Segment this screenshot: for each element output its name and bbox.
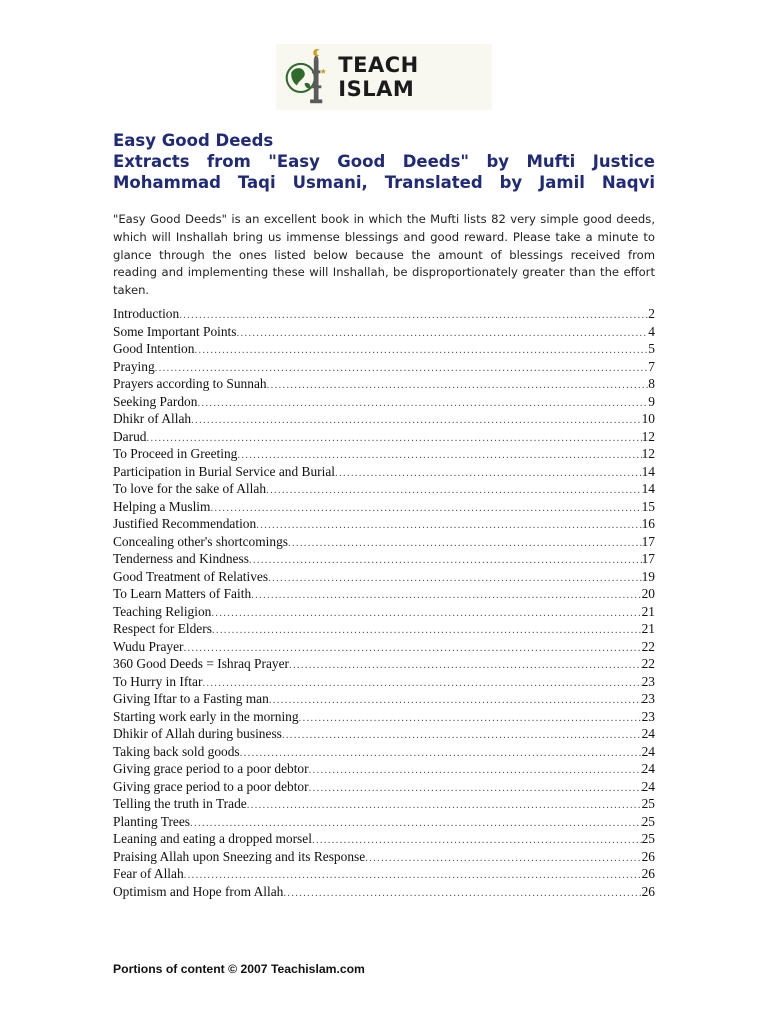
toc-entry-title: Respect for Elders	[113, 621, 212, 636]
toc-entry-title: Starting work early in the morning	[113, 708, 299, 724]
logo-wordmark: TEACH ISLAM	[338, 53, 419, 101]
toc-entry[interactable]	[113, 375, 655, 393]
dot-leader	[312, 832, 642, 848]
dot-leader	[146, 430, 641, 446]
dot-leader	[183, 640, 641, 656]
dot-leader	[237, 447, 641, 463]
dot-leader	[267, 377, 649, 393]
dot-leader	[283, 885, 641, 901]
toc-entry-title: Praying	[113, 358, 155, 374]
toc-entry-page-number: 2	[648, 306, 655, 321]
toc-entry-title: Praising Allah upon Sneezing and its Response	[113, 848, 366, 864]
toc-entry[interactable]	[113, 515, 655, 533]
intro-paragraph: "Easy Good Deeds" is an excellent book in which the Mufti lists 82 very simple good deeds, which will Inshallah bring us immense blessings and good reward. Please take a minute to glance through the ones listed below because the amount of blessings received from reading and implementing these will Inshallah, be disproportionately greater than the effort taken.	[113, 212, 655, 298]
dot-leader	[155, 360, 649, 376]
toc-entry-title: Wudu Prayer	[113, 638, 184, 654]
toc-entry-page-number: 5	[648, 341, 655, 356]
toc-entry[interactable]	[113, 340, 655, 358]
toc-entry-page-number: 26	[641, 848, 655, 864]
dot-leader	[240, 745, 642, 761]
toc-entry-title: Prayers according to Sunnah	[113, 376, 267, 391]
toc-entry-title: Taking back sold goods	[113, 743, 240, 759]
toc-entry[interactable]	[113, 655, 655, 673]
toc-entry[interactable]	[113, 358, 655, 376]
dot-leader	[179, 307, 648, 323]
toc-entry[interactable]	[113, 795, 655, 813]
toc-entry-title: To Proceed in Greeting	[113, 446, 238, 461]
toc-entry-page-number: 25	[641, 813, 655, 829]
toc-entry-page-number: 4	[648, 323, 655, 339]
toc-entry-page-number: 23	[641, 673, 655, 689]
toc-entry[interactable]	[113, 603, 655, 621]
toc-entry[interactable]	[113, 778, 655, 796]
toc-entry[interactable]	[113, 865, 655, 883]
toc-entry[interactable]	[113, 480, 655, 498]
toc-entry-title: Teaching Religion	[113, 603, 212, 619]
dot-leader	[268, 570, 642, 586]
toc-entry-title: To Learn Matters of Faith	[113, 586, 252, 601]
toc-entry[interactable]	[113, 550, 655, 568]
toc-entry-page-number: 16	[641, 516, 655, 531]
toc-entry[interactable]	[113, 498, 655, 516]
toc-entry-title: Leaning and eating a dropped morsel	[113, 831, 312, 846]
toc-entry-title: Giving grace period to a poor debtor	[113, 778, 309, 794]
toc-entry-title: Good Intention	[113, 341, 195, 356]
toc-entry[interactable]	[113, 708, 655, 726]
toc-entry[interactable]	[113, 463, 655, 481]
title-line-2: Extracts from "Easy Good Deeds" by Mufti Justice	[113, 152, 655, 171]
dot-leader	[289, 657, 642, 673]
toc-entry-title: Good Treatment of Relatives	[113, 568, 269, 584]
dot-leader	[184, 867, 642, 883]
toc-entry-page-number: 26	[641, 866, 655, 881]
toc-entry[interactable]	[113, 393, 655, 411]
toc-entry-page-number: 23	[641, 708, 655, 724]
title-line-1: Easy Good Deeds	[113, 131, 274, 150]
toc-entry-page-number: 7	[648, 358, 655, 374]
dot-leader	[210, 500, 641, 516]
title-line-3: Mohammad Taqi Usmani, Translated by Jamil Naqvi	[113, 173, 655, 192]
dot-leader	[202, 675, 641, 691]
toc-entry[interactable]	[113, 410, 655, 428]
toc-entry-page-number: 20	[641, 586, 655, 601]
toc-entry-title: Tenderness and Kindness	[113, 551, 249, 566]
toc-entry-title: Participation in Burial Service and Burial	[113, 463, 336, 479]
toc-entry-title: Optimism and Hope from Allah	[113, 883, 284, 899]
toc-entry-page-number: 12	[641, 446, 655, 461]
teach-islam-logo	[276, 44, 492, 110]
toc-entry-title: Some Important Points	[113, 323, 237, 339]
toc-entry-page-number: 17	[641, 551, 655, 566]
toc-entry[interactable]	[113, 725, 655, 743]
dot-leader	[309, 780, 642, 796]
toc-entry-title: Giving grace period to a poor debtor	[113, 761, 309, 776]
dot-leader	[256, 517, 641, 533]
toc-entry[interactable]	[113, 323, 655, 341]
dot-leader	[194, 342, 648, 358]
toc-entry[interactable]	[113, 690, 655, 708]
toc-entry-title: Dhikr of Allah	[113, 411, 192, 426]
dot-leader	[197, 395, 648, 411]
toc-entry-title: Justified Recommendation	[113, 516, 257, 531]
dot-leader	[211, 605, 641, 621]
toc-entry-title: Darud	[113, 428, 147, 444]
toc-entry-page-number: 23	[641, 691, 655, 706]
toc-entry-page-number: 26	[641, 883, 655, 899]
toc-entry[interactable]	[113, 883, 655, 901]
toc-entry-title: Fear of Allah	[113, 866, 184, 881]
toc-entry-page-number: 25	[641, 796, 655, 811]
dot-leader	[251, 587, 641, 603]
toc-entry-title: Telling the truth in Trade	[113, 796, 247, 811]
toc-entry-page-number: 15	[641, 498, 655, 514]
dot-leader	[249, 552, 642, 568]
toc-entry[interactable]	[113, 638, 655, 656]
dot-leader	[335, 465, 642, 481]
toc-entry-page-number: 22	[641, 656, 655, 671]
dot-leader	[191, 412, 642, 428]
dot-leader	[247, 797, 642, 813]
toc-entry-title: To Hurry in Iftar	[113, 673, 203, 689]
globe-minaret-icon	[282, 46, 336, 108]
toc-entry[interactable]	[113, 848, 655, 866]
toc-entry-title: 360 Good Deeds = Ishraq Prayer	[113, 656, 290, 671]
toc-entry-page-number: 21	[641, 603, 655, 619]
dot-leader	[309, 762, 642, 778]
toc-entry[interactable]	[113, 428, 655, 446]
toc-entry-page-number: 14	[641, 481, 655, 496]
dot-leader	[282, 727, 642, 743]
toc-entry-page-number: 8	[648, 376, 655, 391]
toc-entry[interactable]	[113, 743, 655, 761]
toc-entry-title: Planting Trees	[113, 813, 191, 829]
toc-entry-title: Seeking Pardon	[113, 393, 198, 409]
toc-entry[interactable]	[113, 445, 655, 463]
toc-entry-page-number: 14	[641, 463, 655, 479]
toc-entry-page-number: 12	[641, 428, 655, 444]
toc-entry-page-number: 9	[648, 393, 655, 409]
toc-entry-page-number: 24	[641, 778, 655, 794]
toc-entry-page-number: 10	[641, 411, 655, 426]
toc-entry-page-number: 24	[641, 743, 655, 759]
toc-entry-page-number: 25	[641, 831, 655, 846]
toc-entry-title: Introduction	[113, 306, 180, 321]
toc-entry[interactable]	[113, 305, 655, 323]
toc-entry[interactable]	[113, 760, 655, 778]
toc-entry[interactable]	[113, 673, 655, 691]
toc-entry[interactable]	[113, 585, 655, 603]
toc-entry[interactable]	[113, 620, 655, 638]
toc-entry[interactable]	[113, 568, 655, 586]
toc-entry-page-number: 24	[641, 761, 655, 776]
toc-entry-title: Giving Iftar to a Fasting man	[113, 691, 269, 706]
dot-leader	[266, 482, 642, 498]
toc-entry-title: To love for the sake of Allah	[113, 481, 267, 496]
toc-entry-page-number: 17	[641, 533, 655, 549]
toc-entry[interactable]	[113, 830, 655, 848]
dot-leader	[365, 850, 641, 866]
toc-entry-title: Concealing other's shortcomings	[113, 533, 288, 549]
dot-leader	[190, 815, 642, 831]
toc-entry-page-number: 22	[641, 638, 655, 654]
toc-entry-page-number: 24	[641, 726, 655, 741]
toc-entry[interactable]	[113, 813, 655, 831]
copyright-footer: Portions of content © 2007 Teachislam.com	[113, 962, 365, 976]
document-title	[113, 130, 655, 193]
toc-entry-page-number: 21	[641, 621, 655, 636]
dot-leader	[299, 710, 642, 726]
toc-entry[interactable]	[113, 533, 655, 551]
toc-entry-title: Helping a Muslim	[113, 498, 211, 514]
dot-leader	[237, 325, 649, 341]
table-of-contents	[113, 305, 655, 900]
dot-leader	[212, 622, 642, 638]
dot-leader	[288, 535, 642, 551]
toc-entry-page-number: 19	[641, 568, 655, 584]
toc-entry-title: Dhikir of Allah during business	[113, 726, 282, 741]
dot-leader	[269, 692, 642, 708]
